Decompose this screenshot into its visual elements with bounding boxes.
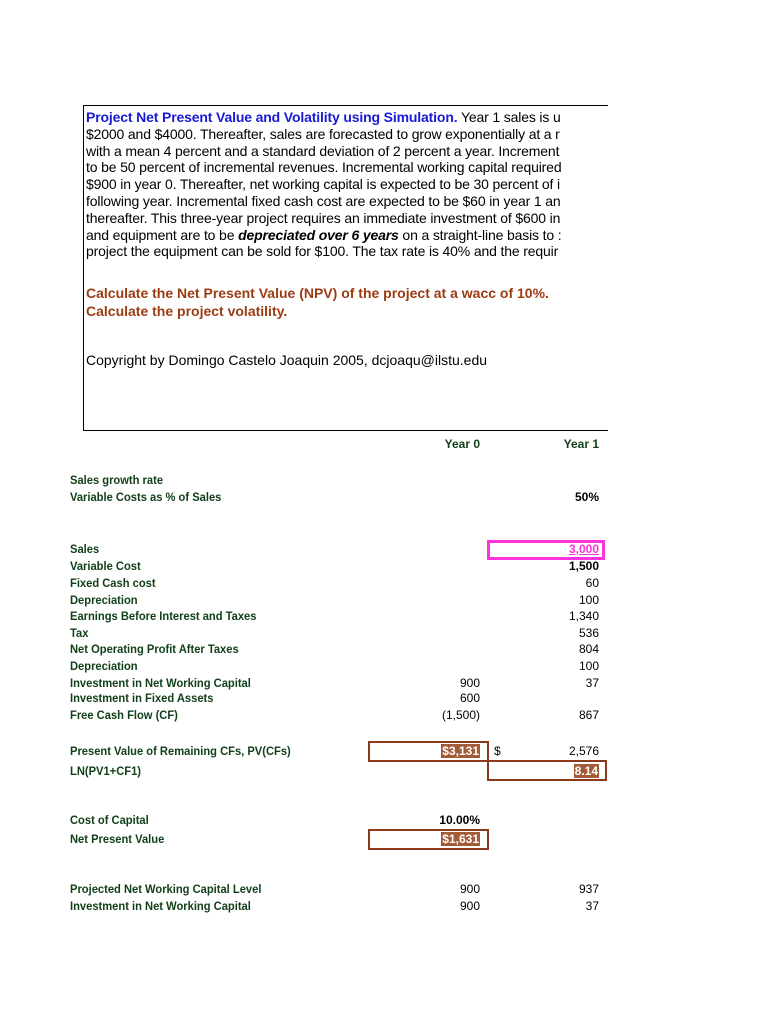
problem-line-5: $900 in year 0. Thereafter, net working capital is expected to be 30 percent of i <box>86 176 561 193</box>
cell-investment-nwc-2-y1[interactable]: 37 <box>585 899 599 913</box>
label-ln-pv1-cf1[interactable]: LN(PV1+CF1) <box>70 764 142 778</box>
task-instructions <box>86 284 549 320</box>
label-variable-cost[interactable]: Variable Cost <box>70 559 141 573</box>
cell-depreciation-addback-y1[interactable]: 100 <box>578 659 599 673</box>
label-investment-nwc[interactable]: Investment in Net Working Capital <box>70 676 251 690</box>
problem-line-8-post: on a straight-line basis to : <box>398 226 562 243</box>
cell-pv-remaining-cfs-y1[interactable]: 2,576 <box>568 744 599 758</box>
problem-line-6: following year. Incremental fixed cash cost are expected to be $60 in year 1 an <box>86 192 561 209</box>
label-sales-growth-rate[interactable]: Sales growth rate <box>70 473 164 487</box>
cell-free-cash-flow-y0[interactable]: (1,500) <box>441 708 480 722</box>
label-sales[interactable]: Sales <box>70 542 100 556</box>
label-fixed-cash-cost[interactable]: Fixed Cash cost <box>70 576 156 590</box>
cell-sales-y1[interactable]: 3,000 <box>568 542 599 556</box>
cell-investment-nwc-y1[interactable]: 37 <box>585 676 599 690</box>
label-cost-of-capital[interactable]: Cost of Capital <box>70 813 149 827</box>
label-depreciation[interactable]: Depreciation <box>70 593 138 607</box>
cell-depreciation-y1[interactable]: 100 <box>578 593 599 607</box>
cell-tax-y1[interactable]: 536 <box>578 626 599 640</box>
task-volatility: Calculate the project volatility. <box>86 303 288 319</box>
cell-net-present-value-y0[interactable] <box>441 832 480 846</box>
label-nopat[interactable]: Net Operating Profit After Taxes <box>70 642 239 656</box>
depreciation-emphasis: depreciated over 6 years <box>238 226 399 243</box>
cell-ebit-y1[interactable]: 1,340 <box>568 609 599 623</box>
problem-description <box>86 109 608 260</box>
problem-line-8 <box>86 227 608 244</box>
problem-text-box[interactable] <box>83 105 608 431</box>
cell-ln-pv1-cf1-y1[interactable] <box>574 764 599 778</box>
problem-line-4: to be 50 percent of incremental revenues. Incremental working capital required <box>86 159 562 176</box>
cell-investment-fixed-assets-y0[interactable]: 600 <box>459 691 480 705</box>
problem-line-9: project the equipment can be sold for $100. The tax rate is 40% and the requir <box>86 243 559 260</box>
label-tax[interactable]: Tax <box>70 626 89 640</box>
label-pv-remaining-cfs[interactable]: Present Value of Remaining CFs, PV(CFs) <box>70 744 291 758</box>
label-projected-nwc-level[interactable]: Projected Net Working Capital Level <box>70 882 262 896</box>
cell-variable-cost-y1[interactable]: 1,500 <box>568 559 599 573</box>
problem-line-2: $2000 and $4000. Thereafter, sales are forecasted to grow exponentially at a r <box>86 125 560 142</box>
problem-line-8-pre: and equipment are to be <box>86 226 239 243</box>
label-investment-fixed-assets[interactable]: Investment in Fixed Assets <box>70 691 214 705</box>
cell-investment-nwc-2-y0[interactable]: 900 <box>459 899 480 913</box>
label-investment-nwc-2[interactable]: Investment in Net Working Capital <box>70 899 251 913</box>
npv-y0-value: $1,631 <box>442 832 479 846</box>
label-ebit[interactable]: Earnings Before Interest and Taxes <box>70 609 257 623</box>
label-net-present-value[interactable]: Net Present Value <box>70 832 165 846</box>
copyright-note: Copyright by Domingo Castelo Joaquin 2005, dcjoaqu@ilstu.edu <box>86 352 488 368</box>
cell-pv-currency-symbol: $ <box>494 744 501 758</box>
cell-projected-nwc-level-y0[interactable]: 900 <box>459 882 480 896</box>
label-free-cash-flow[interactable]: Free Cash Flow (CF) <box>70 708 178 722</box>
cell-free-cash-flow-y1[interactable]: 867 <box>578 708 599 722</box>
problem-line-3: with a mean 4 percent and a standard deviation of 2 percent a year. Increment <box>86 142 560 159</box>
pv-cfs-y0-value: $3,131 <box>442 744 479 758</box>
label-depreciation-addback[interactable]: Depreciation <box>70 659 138 673</box>
cell-variable-cost-pct-y1[interactable]: 50% <box>574 490 599 504</box>
cell-investment-nwc-y0[interactable]: 900 <box>459 676 480 690</box>
cell-cost-of-capital-y0[interactable]: 10.00% <box>439 813 480 827</box>
problem-line-1 <box>86 109 608 126</box>
task-npv: Calculate the Net Present Value (NPV) of the project at a wacc of 10%. <box>86 285 549 301</box>
cell-projected-nwc-level-y1[interactable]: 937 <box>578 882 599 896</box>
label-variable-cost-pct[interactable]: Variable Costs as % of Sales <box>70 490 222 504</box>
ln-y1-value: 8.14 <box>574 764 598 778</box>
header-year-0[interactable]: Year 0 <box>444 437 480 451</box>
cell-nopat-y1[interactable]: 804 <box>578 642 599 656</box>
cell-fixed-cash-cost-y1[interactable]: 60 <box>585 576 599 590</box>
header-year-1[interactable]: Year 1 <box>563 437 599 451</box>
problem-line-1-rest: Year 1 sales is u <box>457 109 561 125</box>
problem-title: Project Net Present Value and Volatility using Simulation. <box>86 109 458 125</box>
cell-pv-remaining-cfs-y0[interactable] <box>441 744 480 758</box>
problem-line-7: thereafter. This three-year project requires an immediate investment of $600 in <box>86 209 561 226</box>
